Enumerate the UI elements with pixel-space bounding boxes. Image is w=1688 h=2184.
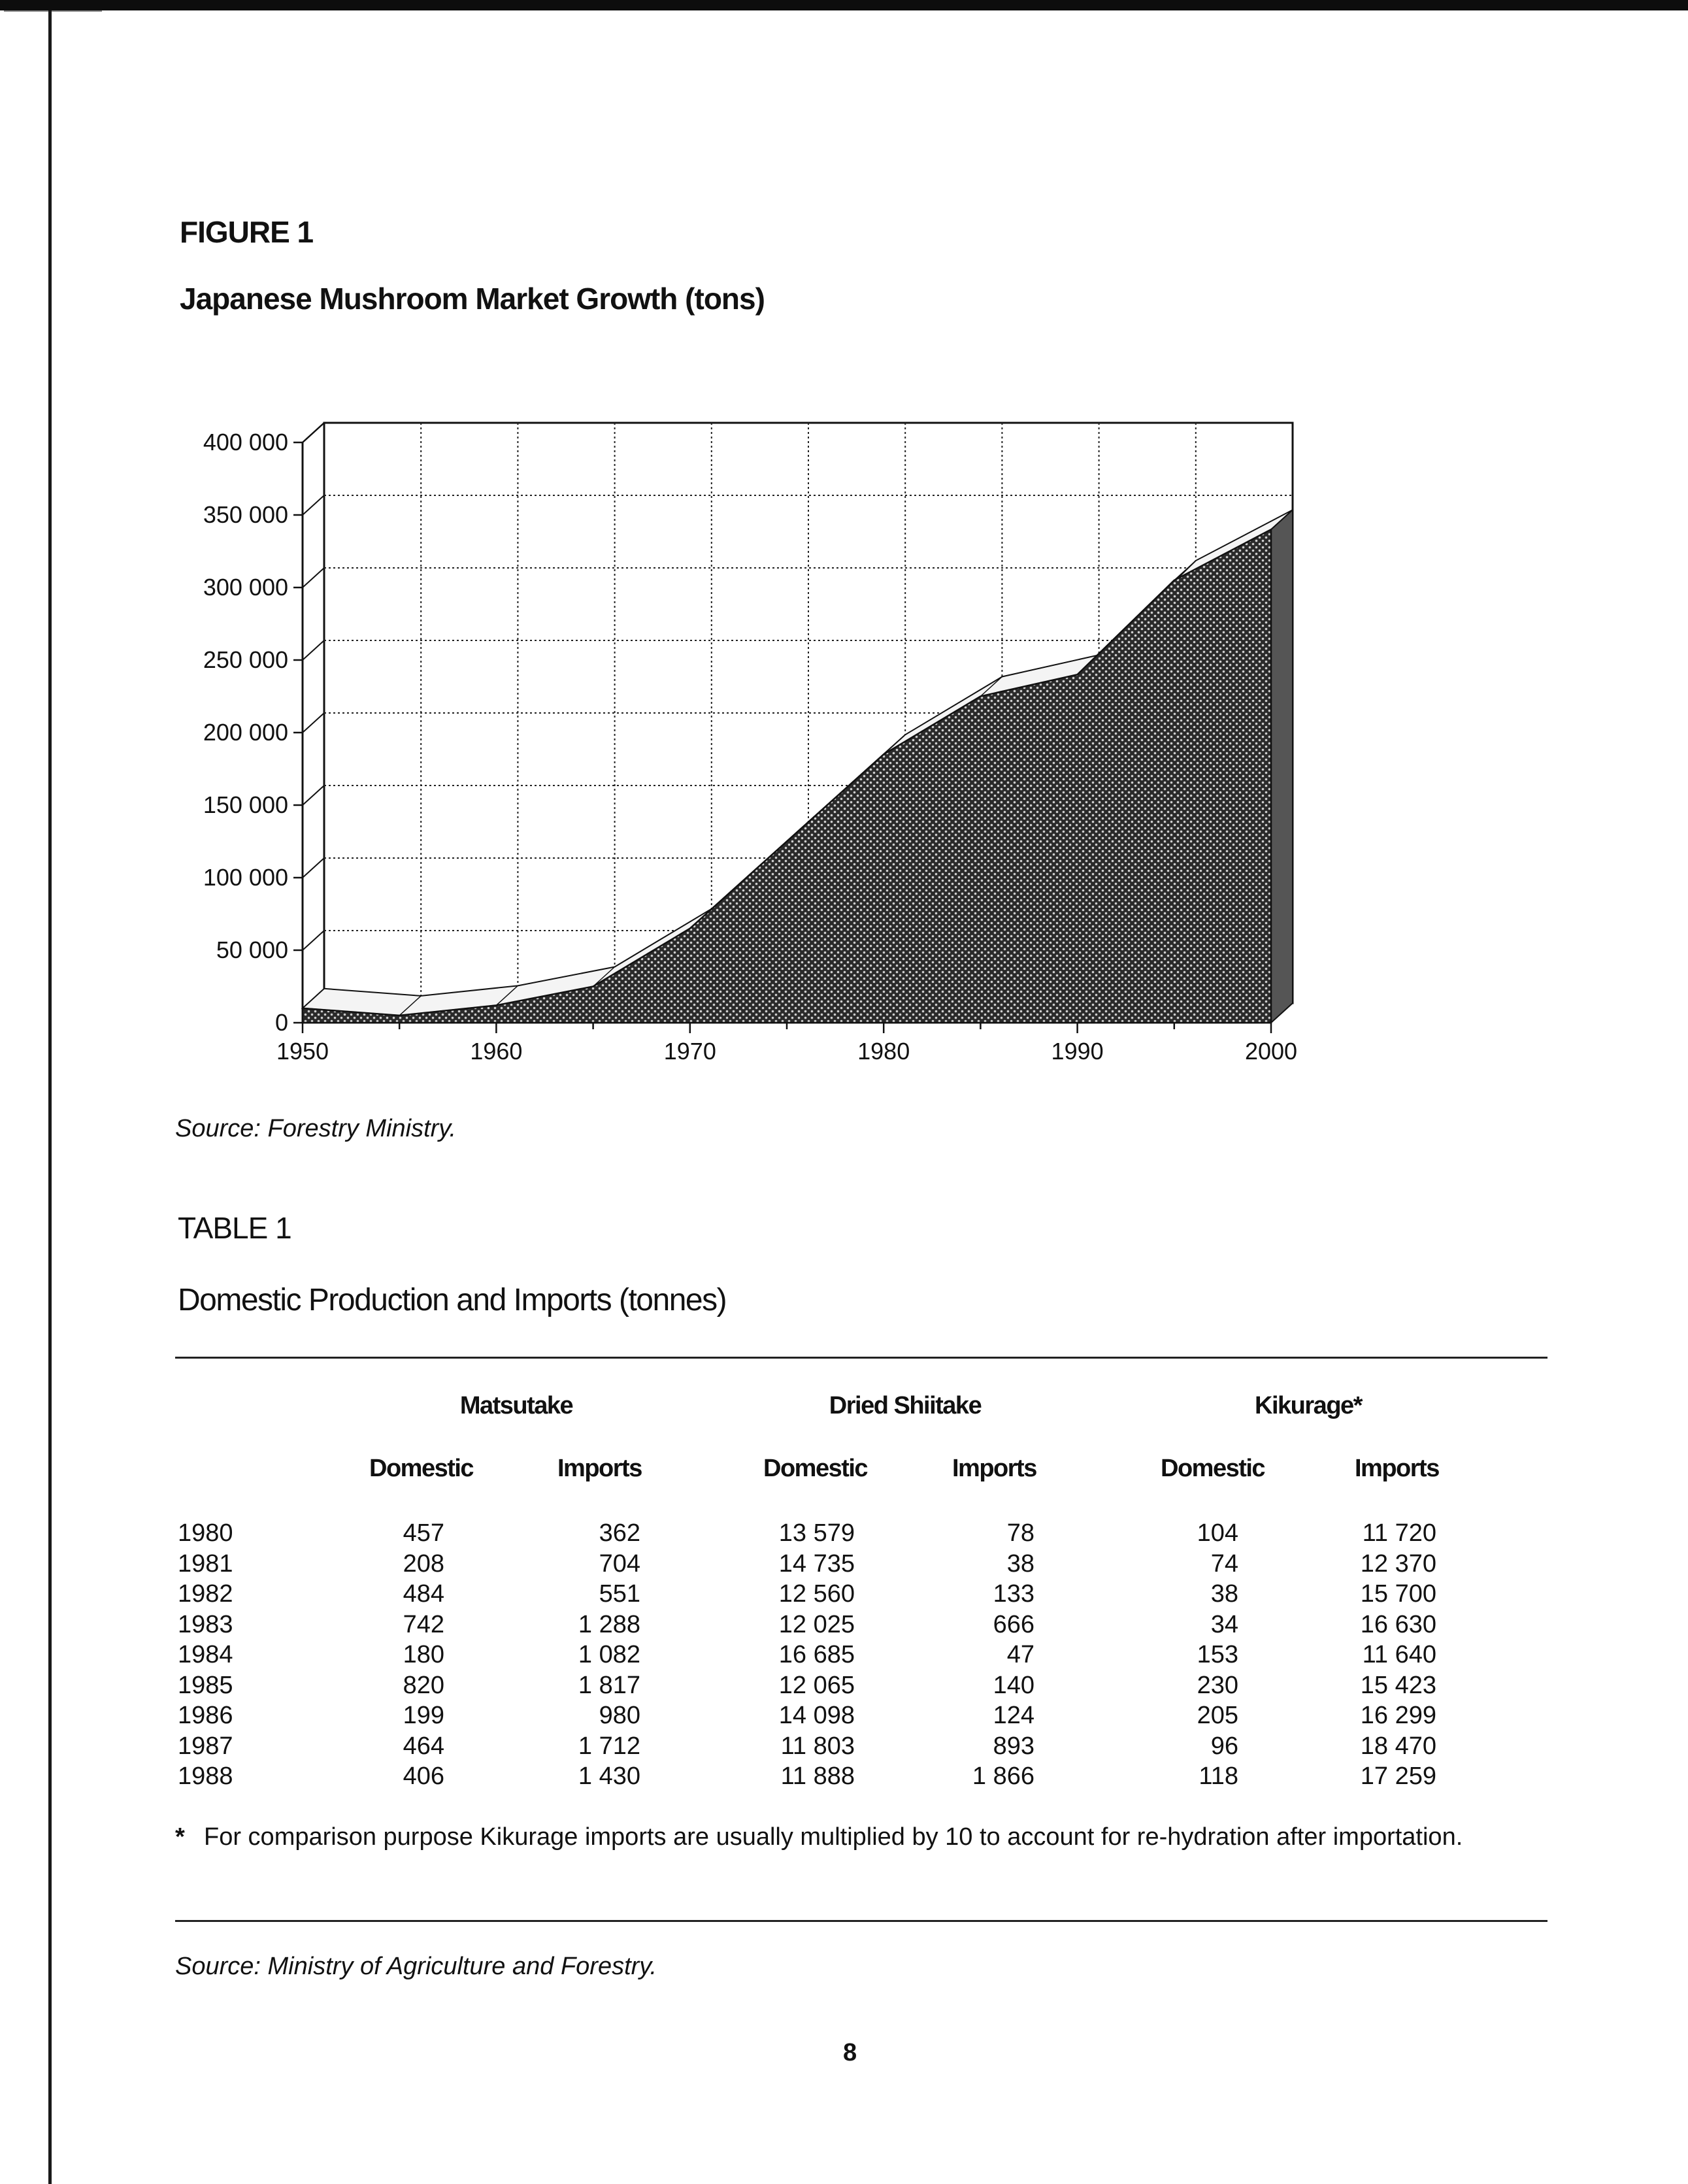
table-cell: 551 (599, 1580, 640, 1608)
table-bottom-rule (175, 1920, 1547, 1922)
subheader-shiitake-imports: Imports (952, 1455, 1036, 1482)
table-cell: 180 (403, 1641, 444, 1668)
table-row (0, 1580, 1688, 1610)
table-cell: 11 803 (780, 1732, 855, 1760)
footnote-marker: * (175, 1823, 185, 1851)
table-cell: 820 (403, 1671, 444, 1699)
table-row (0, 1611, 1688, 1641)
table-cell: 118 (1199, 1762, 1238, 1790)
x-tick-label: 1960 (470, 1038, 523, 1065)
table-cell: 14 098 (778, 1702, 855, 1729)
scan-left-edge (48, 10, 52, 2184)
table-cell: 980 (599, 1702, 640, 1729)
table-cell: 1 866 (972, 1762, 1034, 1790)
y-tick-label: 200 000 (203, 719, 288, 746)
table-cell: 11 640 (1362, 1641, 1436, 1668)
table-cell: 205 (1197, 1702, 1238, 1729)
market-growth-chart (167, 379, 1330, 1072)
x-tick-label: 1980 (857, 1038, 910, 1065)
table-row (0, 1519, 1688, 1549)
table-cell: 12 065 (778, 1671, 855, 1699)
table-cell: 104 (1197, 1519, 1238, 1547)
figure-source: Source: Forestry Ministry. (175, 1115, 457, 1142)
table-cell: 153 (1197, 1641, 1238, 1668)
table-cell: 14 735 (778, 1549, 855, 1578)
scan-top-edge (0, 0, 1688, 10)
y-tick-label: 100 000 (203, 864, 288, 891)
table-cell: 78 (1006, 1519, 1034, 1547)
group-header-matsutake: Matsutake (459, 1392, 573, 1419)
table-cell: 12 560 (778, 1580, 855, 1608)
table-cell: 1 288 (578, 1610, 640, 1638)
table-cell: 457 (403, 1519, 444, 1547)
area-front-face (303, 529, 1271, 1023)
row-year: 1987 (178, 1732, 233, 1760)
table-cell: 16 299 (1360, 1702, 1436, 1729)
table-cell: 742 (403, 1610, 444, 1638)
table-cell: 1 712 (578, 1732, 640, 1760)
y-tick-label: 250 000 (203, 646, 288, 673)
table-cell: 18 470 (1360, 1732, 1436, 1760)
table-title: Domestic Production and Imports (tonnes) (178, 1283, 727, 1317)
y-tick-label: 300 000 (203, 574, 288, 601)
table-cell: 74 (1210, 1549, 1238, 1578)
table-cell: 15 423 (1360, 1671, 1436, 1699)
table-label: TABLE 1 (178, 1211, 291, 1245)
table-row (0, 1641, 1688, 1671)
table-cell: 666 (993, 1610, 1034, 1638)
table-cell: 11 720 (1362, 1519, 1436, 1547)
subheader-matsutake-imports: Imports (557, 1455, 642, 1482)
subheader-kikurage-imports: Imports (1355, 1455, 1439, 1482)
page-number: 8 (843, 2039, 857, 2066)
y-tick-label: 350 000 (203, 501, 288, 528)
table-cell: 15 700 (1360, 1580, 1436, 1608)
row-year: 1986 (178, 1702, 233, 1729)
table-row (0, 1550, 1688, 1580)
group-header-dried-shiitake: Dried Shiitake (829, 1392, 982, 1419)
table-cell: 12 025 (778, 1610, 855, 1638)
row-year: 1985 (178, 1671, 233, 1699)
x-tick-label: 2000 (1244, 1038, 1298, 1065)
table-cell: 1 430 (578, 1762, 640, 1790)
y-axis (203, 429, 303, 1036)
table-cell: 16 630 (1360, 1610, 1436, 1638)
table-cell: 140 (993, 1671, 1034, 1699)
footnote-text: For comparison purpose Kikurage imports are usually multiplied by 10 to account for re-hydration after importation. (204, 1823, 1463, 1851)
table-cell: 124 (993, 1702, 1034, 1729)
table-row (0, 1762, 1688, 1793)
table-cell: 34 (1210, 1610, 1238, 1638)
table-cell: 133 (993, 1580, 1034, 1608)
subheader-shiitake-domestic: Domestic (763, 1455, 868, 1482)
table-cell: 17 259 (1360, 1762, 1436, 1790)
table-cell: 199 (403, 1702, 444, 1729)
table-cell: 13 579 (778, 1519, 855, 1547)
table-top-rule (175, 1357, 1547, 1359)
table-row (0, 1732, 1688, 1762)
x-tick-label: 1950 (276, 1038, 329, 1065)
row-year: 1982 (178, 1580, 233, 1608)
row-year: 1988 (178, 1762, 233, 1790)
table-cell: 38 (1006, 1549, 1034, 1578)
y-tick-label: 0 (274, 1009, 288, 1036)
table-cell: 38 (1210, 1580, 1238, 1608)
figure-label: FIGURE 1 (180, 215, 314, 249)
group-header-kikurage: Kikurage* (1255, 1392, 1362, 1419)
row-year: 1983 (178, 1610, 233, 1638)
table-cell: 704 (599, 1549, 640, 1578)
x-axis (276, 1023, 1297, 1065)
table-cell: 208 (403, 1549, 444, 1578)
table-row (0, 1672, 1688, 1702)
table-cell: 16 685 (778, 1641, 855, 1668)
table-cell: 362 (599, 1519, 640, 1547)
area-end-cap (1271, 510, 1293, 1023)
row-year: 1981 (178, 1549, 233, 1578)
y-tick-label: 50 000 (216, 936, 288, 963)
table-cell: 11 888 (780, 1762, 855, 1790)
row-year: 1980 (178, 1519, 233, 1547)
table-cell: 1 817 (578, 1671, 640, 1699)
x-tick-label: 1970 (663, 1038, 716, 1065)
scan-mark (4, 10, 102, 12)
table-cell: 96 (1210, 1732, 1238, 1760)
table-cell: 230 (1197, 1671, 1238, 1699)
table-cell: 464 (403, 1732, 444, 1760)
table-cell: 893 (993, 1732, 1034, 1760)
table-row (0, 1702, 1688, 1732)
x-tick-label: 1990 (1051, 1038, 1104, 1065)
subheader-kikurage-domestic: Domestic (1161, 1455, 1265, 1482)
chart-area (303, 510, 1293, 1023)
table-cell: 484 (403, 1580, 444, 1608)
y-tick-label: 150 000 (203, 791, 288, 818)
subheader-matsutake-domestic: Domestic (369, 1455, 474, 1482)
table-cell: 47 (1006, 1641, 1034, 1668)
row-year: 1984 (178, 1641, 233, 1668)
y-tick-label: 400 000 (203, 429, 288, 455)
table-cell: 12 370 (1360, 1549, 1436, 1578)
table-cell: 1 082 (578, 1641, 640, 1668)
table-cell: 406 (403, 1762, 444, 1790)
figure-title: Japanese Mushroom Market Growth (tons) (180, 282, 765, 316)
table-source: Source: Ministry of Agriculture and Forestry. (175, 1953, 657, 1980)
